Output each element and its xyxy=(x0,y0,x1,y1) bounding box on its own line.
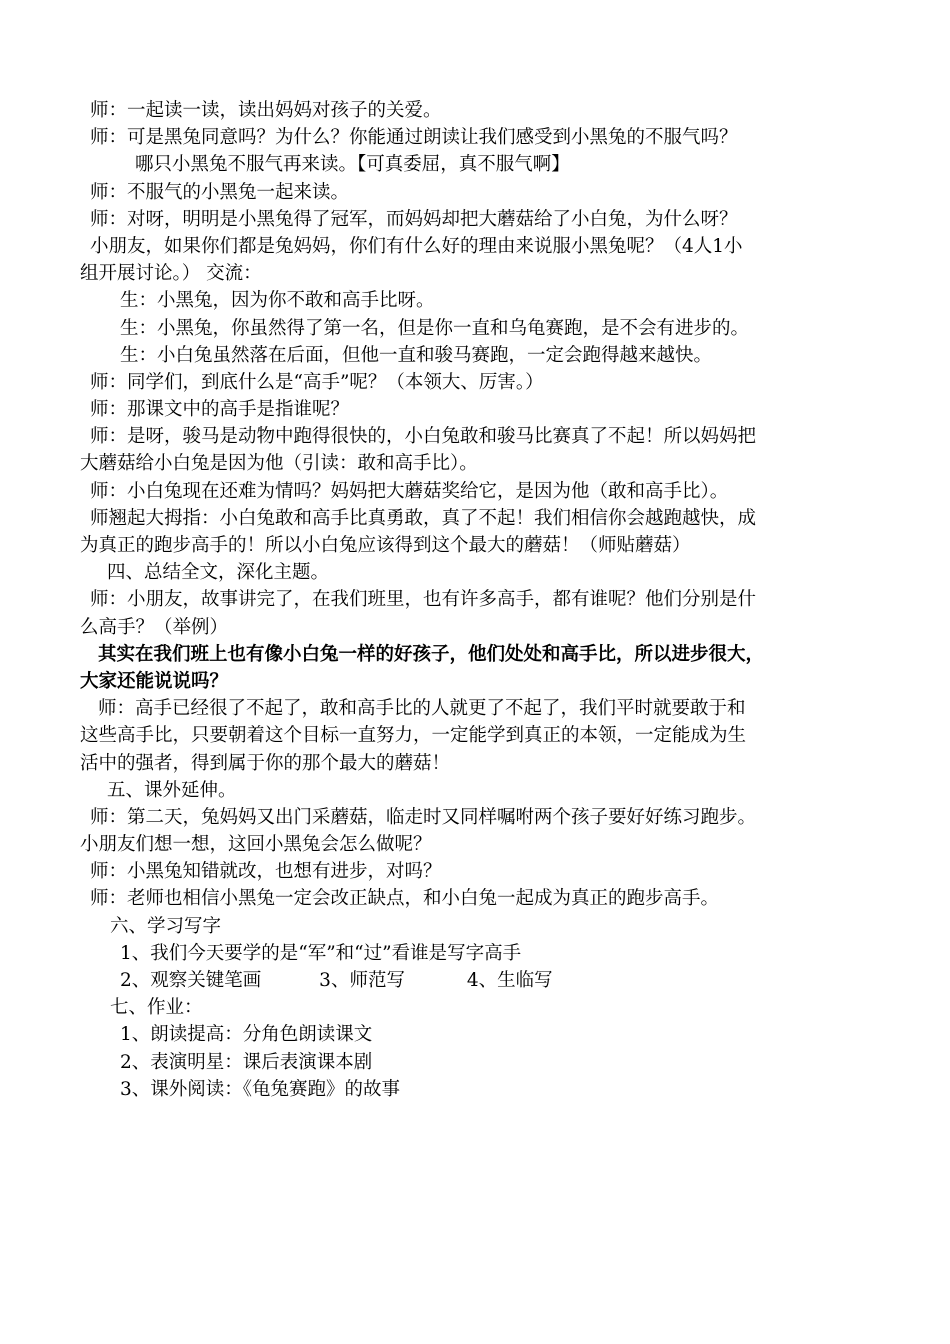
text-line-11: 师：那课文中的高手是指谁呢？ xyxy=(90,399,350,421)
text-line-16: 为真正的跑步高手的！所以小白兔应该得到这个最大的蘑菇！（师贴蘑菇） xyxy=(80,535,691,556)
text-line-28: 师：小黑兔知错就改，也想有进步，对吗？ xyxy=(90,861,442,883)
text-line-8: 生：小黑兔，你虽然得了第一名，但是你一直和乌龟赛跑，是不会有进步的。 xyxy=(120,317,750,339)
lesson-paragraphs xyxy=(80,97,880,967)
text-line-7: 生：小黑兔，因为你不敢和高手比呀。 xyxy=(120,290,435,312)
text-line-18: 师：小朋友，故事讲完了，在我们班里，也有许多高手，都有谁呢？他们分别是什 xyxy=(90,589,757,611)
text-line-15: 师翘起大拇指：小白兔敢和高手比真勇敢，真了不起！我们相信你会越跑越快，成 xyxy=(90,507,757,529)
homework-section xyxy=(80,994,880,1103)
text-line-3: 师：不服气的小黑兔一起来读。 xyxy=(90,181,350,203)
text-line-23: 这些高手比，只要朝着这个目标一直努力，一定能学到真正的本领，一定能成为生 xyxy=(80,725,747,747)
text-line-20: 其实在我们班上也有像小白兔一样的好孩子，他们处处和高手比，所以进步很大， xyxy=(98,643,765,665)
text-line-25: 五、课外延伸。 xyxy=(107,779,237,801)
text-line-13: 大蘑菇给小白兔是因为他（引读：敢和高手比）。 xyxy=(80,453,478,475)
writing-step-copy: 4、生临写 xyxy=(466,970,553,991)
text-line-17: 四、总结全文，深化主题。 xyxy=(107,562,330,584)
text-line-19: 么高手？（举例） xyxy=(80,616,229,638)
text-line-9: 生：小白兔虽然落在后面，但他一直和骏马赛跑，一定会跑得越来越快。 xyxy=(120,344,713,366)
writing-step-observe: 2、观察关键笔画 xyxy=(120,970,262,991)
homework-line-2: 2、表演明星：课后表演课本剧 xyxy=(120,1051,373,1073)
text-line-14: 师：小白兔现在还难为情吗？妈妈把大蘑菇奖给它，是因为他（敢和高手比）。 xyxy=(90,480,729,502)
text-line-26: 师：第二天，兔妈妈又出门采蘑菇，临走时又同样嘱咐两个孩子要好好练习跑步。 xyxy=(90,806,757,828)
text-line-1: 师：可是黑兔同意吗？为什么？你能通过朗读让我们感受到小黑兔的不服气吗？ xyxy=(90,127,738,149)
text-line-2: 哪只小黑兔不服气再来读。【可真委屈，真不服气啊】 xyxy=(135,154,570,176)
text-line-21: 大家还能说说吗？ xyxy=(80,670,229,692)
homework-line-0: 七、作业： xyxy=(110,997,203,1019)
text-line-5: 小朋友，如果你们都是兔妈妈，你们有什么好的理由来说服小黑兔呢？（4人1小 xyxy=(90,235,743,257)
text-line-29: 师：老师也相信小黑兔一定会改正缺点，和小白兔一起成为真正的跑步高手。 xyxy=(90,888,720,910)
text-line-27: 小朋友们想一想，这回小黑兔会怎么做呢？ xyxy=(80,834,432,856)
homework-line-1: 1、朗读提高：分角色朗读课文 xyxy=(120,1024,373,1046)
text-line-24: 活中的强者，得到属于你的那个最大的蘑菇！ xyxy=(80,752,451,774)
writing-step-demonstrate: 3、师范写 xyxy=(319,970,405,991)
text-line-10: 师：同学们，到底什么是“高手”呢？（本领大、厉害。） xyxy=(90,371,544,393)
text-line-30: 六、学习写字 xyxy=(110,915,222,937)
text-line-31: 1、我们今天要学的是“军”和“过”看谁是写字高手 xyxy=(120,942,522,964)
text-line-12: 师：是呀，骏马是动物中跑得很快的，小白兔敢和骏马比赛真了不起！所以妈妈把 xyxy=(90,426,757,448)
text-line-22: 师：高手已经很了不起了，敢和高手比的人就更了不起了，我们平时就要敢于和 xyxy=(98,698,746,720)
text-line-6: 组开展讨论。） 交流： xyxy=(80,263,262,285)
homework-line-3: 3、课外阅读：《龟兔赛跑》的故事 xyxy=(120,1078,401,1100)
writing-steps-row xyxy=(80,967,880,994)
text-line-4: 师：对呀，明明是小黑兔得了冠军，而妈妈却把大蘑菇给了小白兔，为什么呀？ xyxy=(90,208,738,230)
lesson-plan-text xyxy=(80,97,880,1103)
text-line-0: 师：一起读一读，读出妈妈对孩子的关爱。 xyxy=(90,100,442,121)
